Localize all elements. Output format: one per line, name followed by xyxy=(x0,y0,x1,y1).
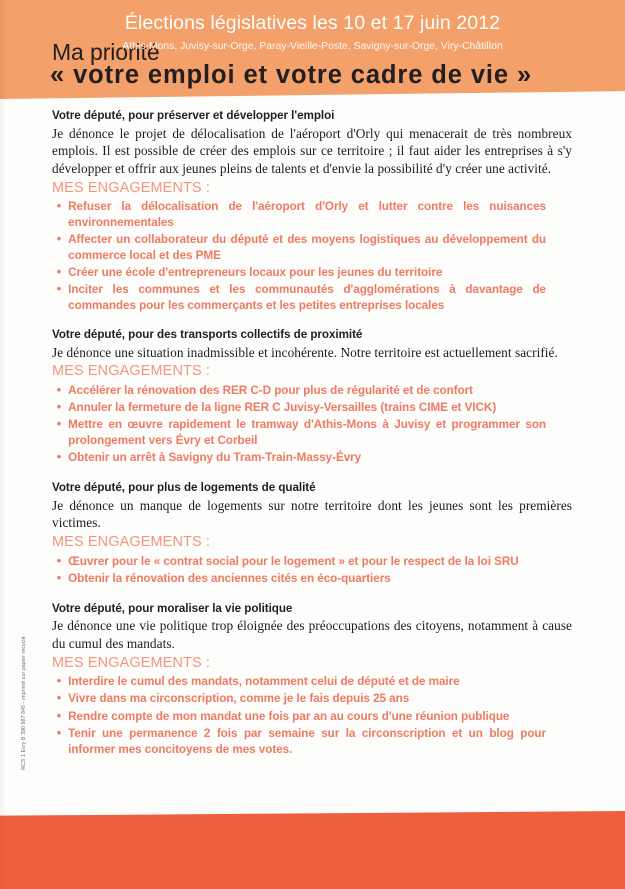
commitments-list-logements xyxy=(52,554,572,587)
list-item xyxy=(52,232,546,263)
section-body: Je dénonce une situation inadmissible et incohérente. Notre territoire est actuellement sacrifié. xyxy=(52,344,558,360)
engagements-label: MES ENGAGEMENTS : xyxy=(52,363,210,380)
commitment-text: Mettre en œuvre rapidement le tramway d'Athis-Mons à Juvisy et programmer son prolongement vers Évry et Corbeil xyxy=(68,417,547,447)
commitment-text: Obtenir la rénovation des anciennes cités en éco-quartiers xyxy=(68,570,391,585)
list-item xyxy=(52,571,546,587)
main-content xyxy=(52,108,572,759)
commitment-text: Affecter un collaborateur du député et des moyens logistiques au développement du commerce local et des PME xyxy=(68,231,547,262)
section-spacer xyxy=(52,467,572,480)
page-edge-shadow xyxy=(0,0,6,889)
footer-band xyxy=(0,811,625,889)
list-item xyxy=(52,554,546,570)
commitment-text: Interdire le cumul des mandats, notamment celui de député et de maire xyxy=(68,674,460,689)
list-item xyxy=(52,709,546,725)
commitments-list-vie-politique xyxy=(52,674,572,757)
section-title: Votre député, pour des transports collectifs de proximité xyxy=(52,327,363,342)
section-title: Votre député, pour moraliser la vie politique xyxy=(52,600,293,615)
commitment-text: Créer une école d'entrepreneurs locaux pour les jeunes du territoire xyxy=(68,264,443,279)
commitment-text: Accélérer la rénovation des RER C-D pour plus de régularité et de confort xyxy=(68,382,473,397)
list-item xyxy=(52,199,546,230)
list-item xyxy=(52,282,546,313)
commitments-list-emploi xyxy=(52,199,572,314)
election-date: Élections législatives les 10 et 17 juin 2012 xyxy=(124,12,501,34)
section-body: Je dénonce une vie politique trop éloignée des préoccupations des citoyens, notamment à cause du cumul des mandats. xyxy=(52,618,572,652)
section-body: Je dénonce un manque de logements sur notre territoire dont les jeunes sont les premières victimes. xyxy=(52,497,572,531)
commitment-text: Inciter les communes et les communautés d'agglomérations à davantage de commandes pour les commerçants et les petites entreprises locales xyxy=(68,282,547,312)
commitment-text: Rendre compte de mon mandat une fois par an au cours d'une réunion publique xyxy=(68,708,510,723)
section-spacer xyxy=(52,315,572,327)
section-logements xyxy=(52,480,572,586)
list-item xyxy=(52,383,546,399)
commitment-text: Œuvrer pour le « contrat social pour le logement » et pour le respect de la loi SRU xyxy=(68,553,519,568)
list-item xyxy=(52,417,546,448)
page-title: « votre emploi et votre cadre de vie » xyxy=(50,61,533,89)
commitment-text: Obtenir un arrêt à Savigny du Tram-Train-Massy-Évry xyxy=(68,450,362,465)
commitment-text: Tenir une permanence 2 fois par semaine sur la circonscription et un blog pour informer mes concitoyens de mes votes. xyxy=(68,725,547,756)
commitment-text: Vivre dans ma circonscription, comme je le fais depuis 25 ans xyxy=(68,691,410,706)
section-vie-politique xyxy=(52,601,572,757)
engagements-label: MES ENGAGEMENTS : xyxy=(52,179,210,196)
commitments-list-transports xyxy=(52,383,572,466)
section-emploi xyxy=(52,108,572,314)
section-title: Votre député, pour préserver et développer l'emploi xyxy=(52,108,335,122)
commitment-text: Refuser la délocalisation de l'aéroport d'Orly et lutter contre les nuisances environnementales xyxy=(68,198,547,229)
engagements-label: MES ENGAGEMENTS : xyxy=(52,534,210,551)
list-item xyxy=(52,450,546,466)
communes-list: Athis-Mons, Juvisy-sur-Orge, Paray-Vieille-Poste, Savigny-sur-Orge, Viry-Châtillon xyxy=(122,41,503,52)
legal-notice: RCS 1 Evry B 390 987 845 - imprimé sur papier recyclé xyxy=(21,636,27,770)
list-item xyxy=(52,265,546,281)
section-transports xyxy=(52,327,572,466)
section-title: Votre député, pour plus de logements de qualité xyxy=(52,480,316,495)
list-item xyxy=(52,400,546,416)
list-item xyxy=(52,674,546,690)
commitment-text: Annuler la fermeture de la ligne RER C Juvisy-Versailles (trains CIME et VICK) xyxy=(68,399,497,414)
list-item xyxy=(52,691,546,707)
engagements-label: MES ENGAGEMENTS : xyxy=(52,654,210,671)
section-spacer xyxy=(52,588,572,601)
list-item xyxy=(52,726,546,757)
section-body: Je dénonce le projet de délocalisation de l'aéroport d'Orly qui menacerait de très nombreux emplois. Il est possible de créer des emplois sur ce territoire ; il faut aider les entreprises à s'y développer et offrir aux jeunes pleins de talents et d'envie la possibilité d'y créer une activité. xyxy=(52,125,572,176)
page-kicker: Ma priorité xyxy=(52,39,160,65)
